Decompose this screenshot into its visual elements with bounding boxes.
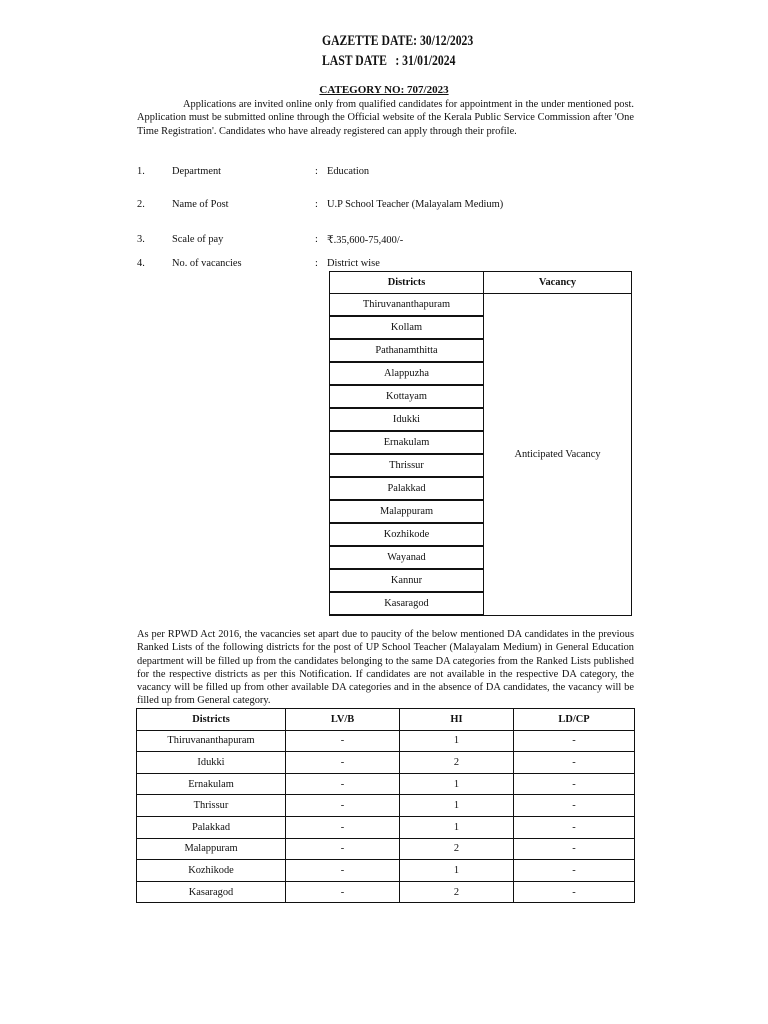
item-label: Department: [172, 166, 222, 177]
hi-cell: 1: [400, 730, 514, 752]
lvb-cell: -: [286, 795, 400, 817]
hi-cell: 2: [400, 881, 514, 903]
ldcp-cell: -: [514, 816, 635, 838]
item-colon: :: [315, 166, 318, 177]
item-number: 1.: [137, 166, 145, 177]
last-date: [322, 53, 455, 70]
district-cell: Thiruvananthapuram: [137, 730, 286, 752]
district-cell: Idukki: [330, 408, 484, 431]
district-cell: Thiruvananthapuram: [330, 294, 484, 317]
hi-cell: 2: [400, 838, 514, 860]
table-row: [137, 773, 635, 795]
district-cell: Kollam: [330, 316, 484, 339]
vacancy-table: [329, 271, 632, 616]
item-value: ₹.35,600-75,400/-: [327, 235, 404, 246]
table-row: [330, 294, 632, 317]
district-cell: Malappuram: [330, 500, 484, 523]
district-cell: Ernakulam: [330, 431, 484, 454]
district-cell: Thrissur: [137, 795, 286, 817]
item-colon: :: [315, 234, 318, 245]
item-value: Education: [327, 166, 370, 177]
header-ldcp: LD/CP: [514, 709, 635, 731]
ldcp-cell: -: [514, 838, 635, 860]
district-cell: Palakkad: [137, 816, 286, 838]
table-row: [137, 838, 635, 860]
hi-cell: 1: [400, 816, 514, 838]
district-cell: Kottayam: [330, 385, 484, 408]
table-row: [137, 816, 635, 838]
district-cell: Kozhikode: [330, 523, 484, 546]
ldcp-cell: -: [514, 773, 635, 795]
table-row: [137, 795, 635, 817]
last-date-label: LAST DATE: [322, 53, 387, 69]
lvb-cell: -: [286, 773, 400, 795]
district-cell: Ernakulam: [137, 773, 286, 795]
hi-cell: 2: [400, 752, 514, 774]
item-colon: :: [315, 258, 318, 269]
category-number: CATEGORY NO: 707/2023: [319, 84, 449, 96]
table-row: [137, 860, 635, 882]
ldcp-cell: -: [514, 752, 635, 774]
header-districts: Districts: [330, 272, 484, 294]
table-row: [137, 881, 635, 903]
intro-paragraph: Applications are invited online only from qualified candidates for appointment in the under mentioned post. Application must be submitted online through the Official website of the Kerala Public Service Commission after 'One Time Registration'. Candidates who have already registered can apply through their profile.: [137, 99, 634, 137]
item-value: U.P School Teacher (Malayalam Medium): [327, 199, 504, 210]
header-lvb: LV/B: [286, 709, 400, 731]
hi-cell: 1: [400, 773, 514, 795]
ldcp-cell: -: [514, 730, 635, 752]
gazette-date: [322, 33, 473, 50]
gazette-date-label: GAZETTE DATE: [322, 33, 414, 49]
item-value: District wise: [327, 258, 380, 269]
ldcp-cell: -: [514, 860, 635, 882]
district-cell: Palakkad: [330, 477, 484, 500]
gazette-date-value: : 30/12/2023: [413, 33, 474, 49]
district-cell: Wayanad: [330, 546, 484, 569]
ldcp-cell: -: [514, 881, 635, 903]
district-cell: Kozhikode: [137, 860, 286, 882]
table-row: [137, 730, 635, 752]
district-cell: Alappuzha: [330, 362, 484, 385]
district-cell: Pathanamthitta: [330, 339, 484, 362]
hi-cell: 1: [400, 860, 514, 882]
header-hi: HI: [400, 709, 514, 731]
da-table-header: [137, 709, 635, 731]
rpwd-paragraph: As per RPWD Act 2016, the vacancies set apart due to paucity of the below mentioned DA candidates in the previous Ranked Lists of the following districts for the post of UP School Teacher (Malayalam Medium) in General Education department will be filled up from the candidates belonging to the same DA categories from the Ranked Lists published for the respective districts as per this Notification. If candidates are not available in the respective DA category, the vacancy will be filled up from other available DA categories and in the absence of DA candidates, the vacancy will be filled up from General category.: [137, 629, 634, 707]
item-number: 4.: [137, 258, 145, 269]
lvb-cell: -: [286, 838, 400, 860]
anticipated-vacancy-cell: Anticipated Vacancy: [484, 294, 632, 616]
item-colon: :: [315, 199, 318, 210]
ldcp-cell: -: [514, 795, 635, 817]
da-vacancy-table: [136, 708, 635, 903]
table-row: [137, 752, 635, 774]
header-vacancy: Vacancy: [484, 272, 632, 294]
district-cell: Kasaragod: [330, 592, 484, 615]
item-number: 3.: [137, 234, 145, 245]
lvb-cell: -: [286, 881, 400, 903]
district-cell: Malappuram: [137, 838, 286, 860]
lvb-cell: -: [286, 730, 400, 752]
lvb-cell: -: [286, 752, 400, 774]
district-cell: Kasaragod: [137, 881, 286, 903]
item-number: 2.: [137, 199, 145, 210]
item-label: Name of Post: [172, 199, 229, 210]
vacancy-table-header: [330, 272, 632, 294]
lvb-cell: -: [286, 860, 400, 882]
hi-cell: 1: [400, 795, 514, 817]
header-districts: Districts: [137, 709, 286, 731]
last-date-value: : 31/01/2024: [395, 53, 456, 69]
district-cell: Idukki: [137, 752, 286, 774]
item-label: No. of vacancies: [172, 258, 242, 269]
lvb-cell: -: [286, 816, 400, 838]
district-cell: Thrissur: [330, 454, 484, 477]
item-label: Scale of pay: [172, 234, 224, 245]
district-cell: Kannur: [330, 569, 484, 592]
